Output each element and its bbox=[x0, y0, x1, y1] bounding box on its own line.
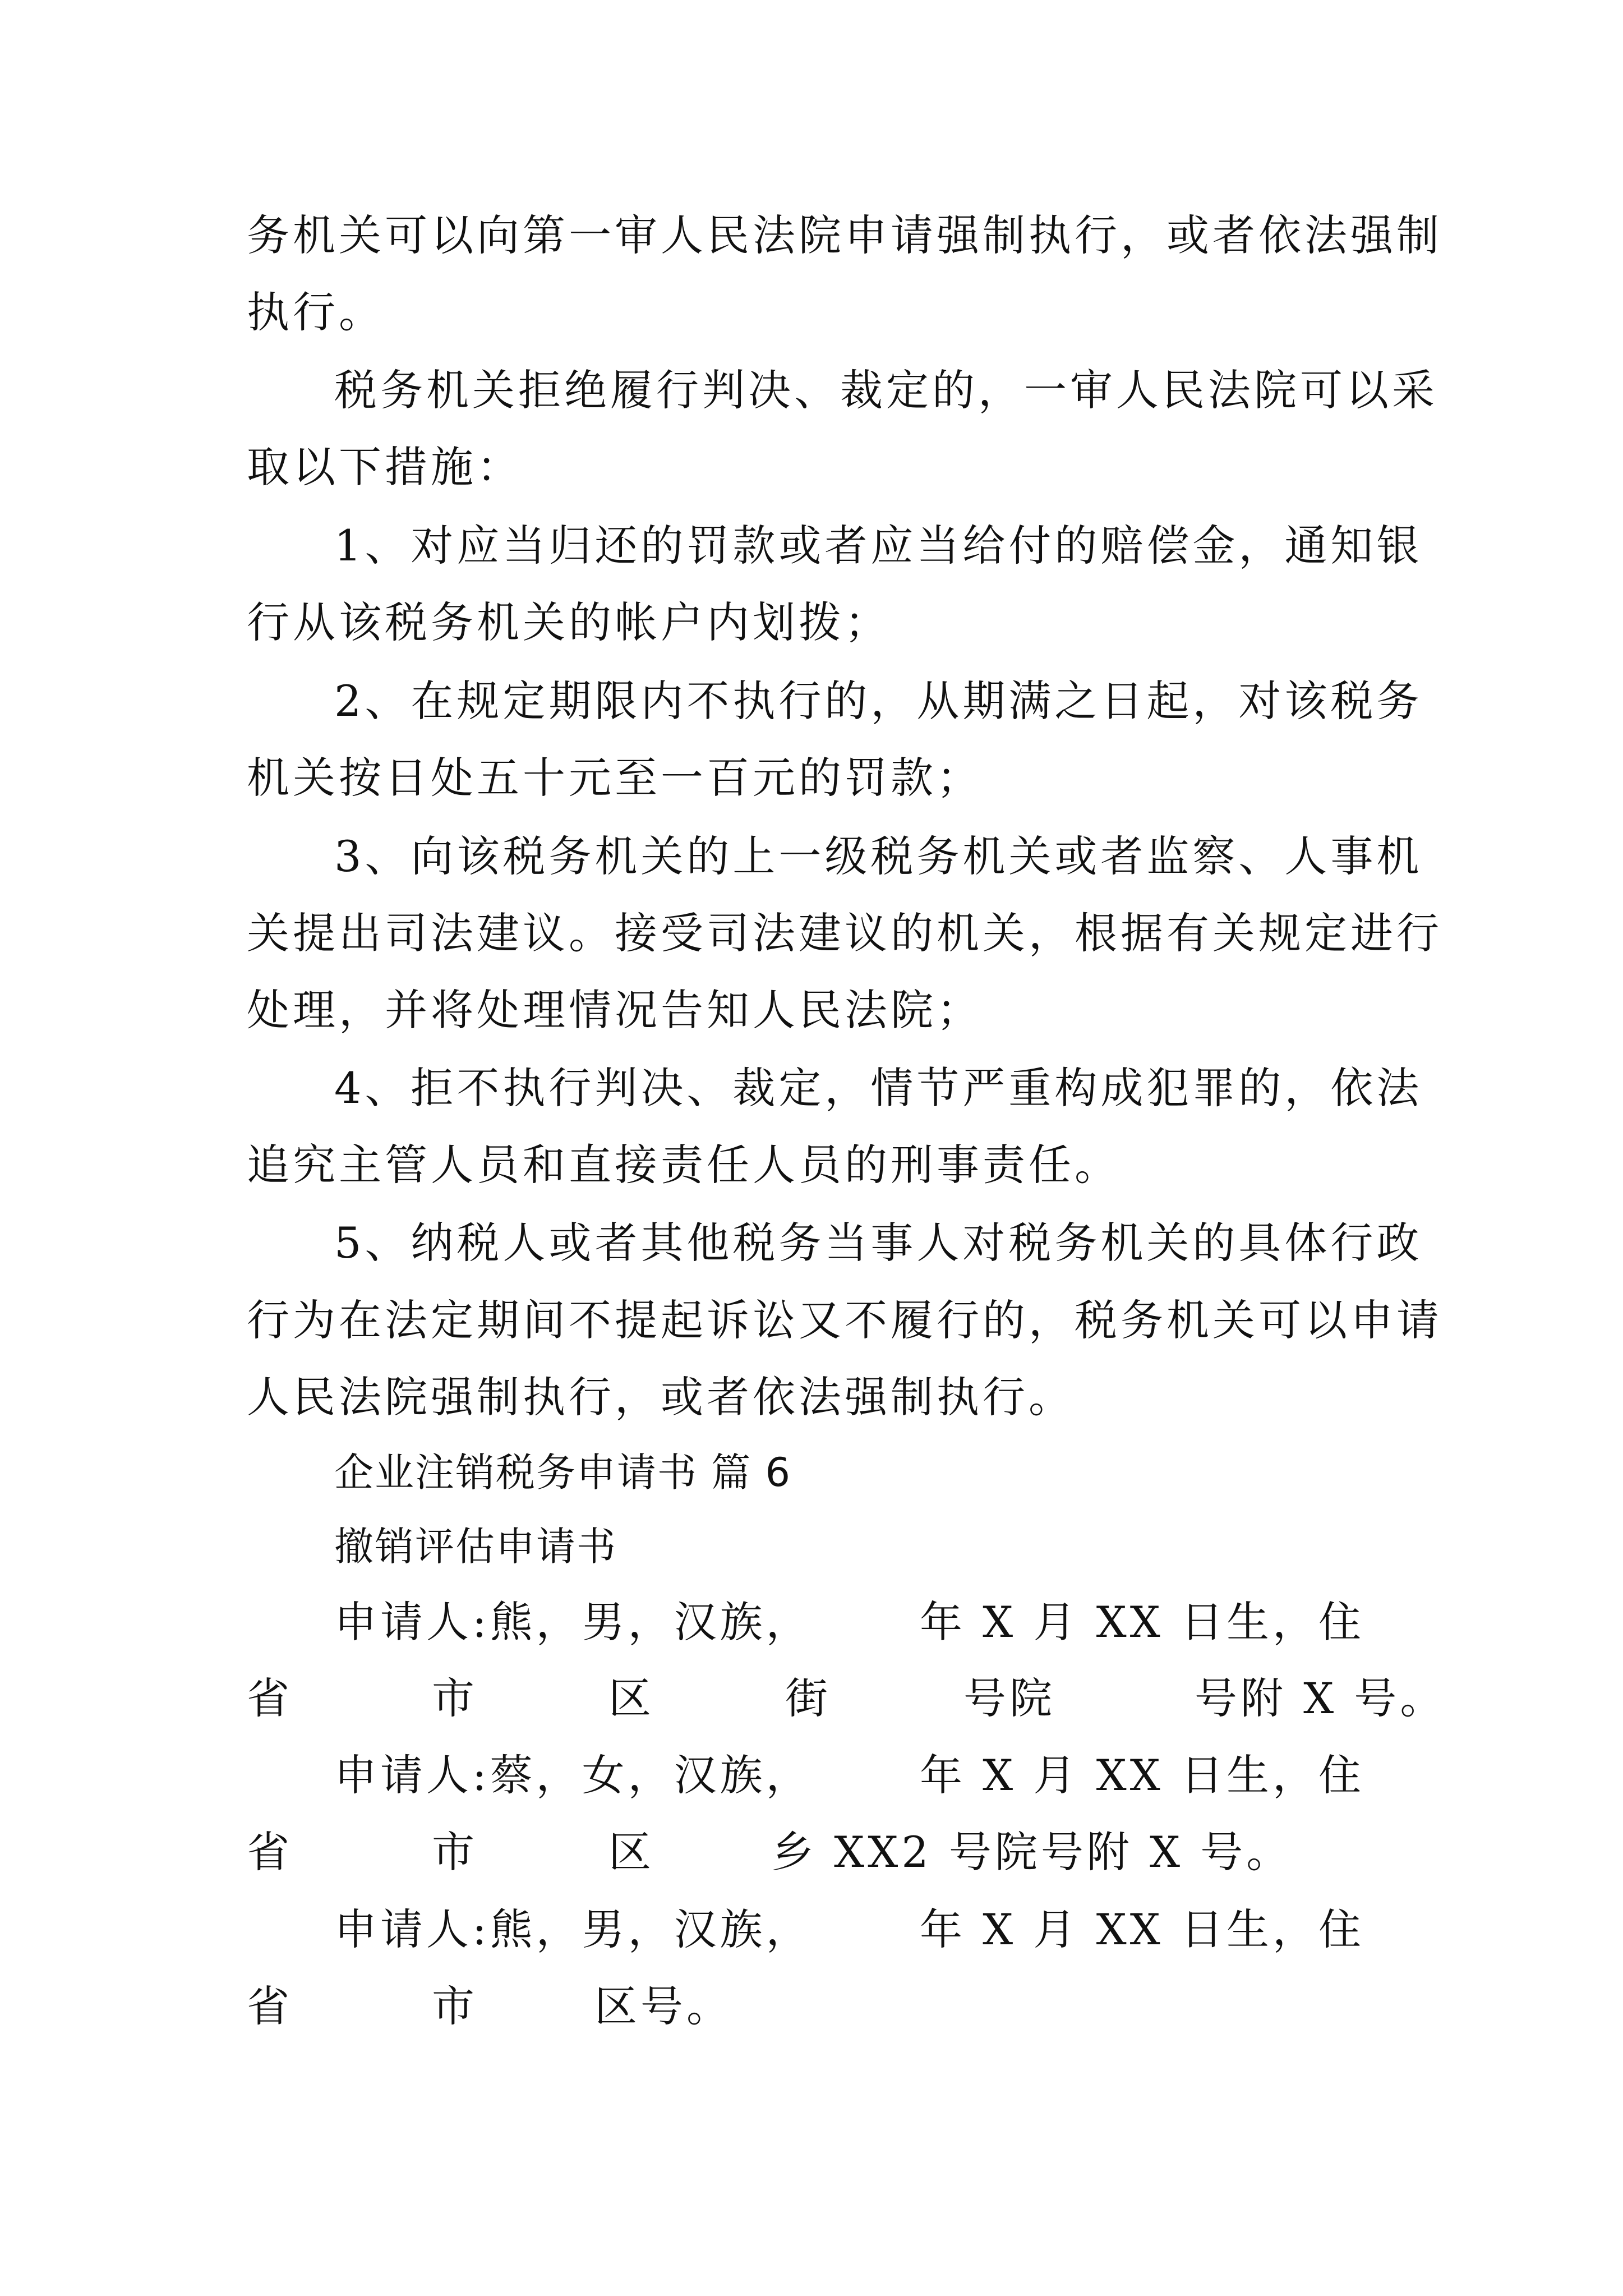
document-subtitle bbox=[0, 1507, 1623, 1586]
address-city: 市 bbox=[432, 1981, 478, 2031]
applicant-name: 申请人:熊，男，汉族， bbox=[334, 1904, 812, 1954]
address-number: 号附 X 号。 bbox=[1195, 1673, 1446, 1723]
applicant-name: 申请人:蔡，女，汉族， bbox=[334, 1750, 812, 1800]
text-line: 5、纳税人或者其他税务当事人对税务机关的具体行政 bbox=[334, 1218, 1423, 1268]
subtitle-text: 撤销评估申请书 bbox=[334, 1524, 617, 1570]
text-line: 追究主管人员和直接责任人员的刑事责任。 bbox=[247, 1140, 1121, 1190]
applicant-birth: 年 X 月 XX 日生，住 bbox=[920, 1597, 1364, 1647]
text-line: 4、拒不执行判决、裁定，情节严重构成犯罪的，依法 bbox=[334, 1063, 1423, 1113]
list-item-line bbox=[0, 1049, 1623, 1128]
list-item-line bbox=[0, 1204, 1623, 1282]
text-line: 取以下措施： bbox=[247, 442, 523, 492]
applicant-line bbox=[0, 1890, 1623, 1969]
applicant-line bbox=[0, 1736, 1623, 1815]
address-detail: 乡 XX2 号院号附 X 号。 bbox=[771, 1827, 1293, 1877]
text-line: 处理，并将处理情况告知人民法院； bbox=[247, 985, 983, 1035]
list-item-line bbox=[0, 739, 1623, 817]
text-line: 税务机关拒绝履行判决、裁定的，一审人民法院可以采 bbox=[334, 365, 1438, 415]
address-province: 省 bbox=[247, 1981, 293, 2031]
list-item-line bbox=[0, 662, 1623, 740]
text-line: 3、向该税务机关的上一级税务机关或者监察、人事机 bbox=[334, 831, 1423, 881]
applicant-name: 申请人:熊，男，汉族， bbox=[334, 1597, 812, 1647]
address-street: 街 bbox=[785, 1673, 831, 1723]
address-district: 区号。 bbox=[594, 1981, 732, 2031]
list-item-line bbox=[0, 1281, 1623, 1360]
list-item-line bbox=[0, 817, 1623, 896]
address-city: 市 bbox=[432, 1827, 478, 1877]
paragraph-line bbox=[0, 428, 1623, 507]
list-item-line bbox=[0, 507, 1623, 585]
text-line: 1、对应当归还的罚款或者应当给付的赔偿金，通知银 bbox=[334, 521, 1423, 570]
address-province: 省 bbox=[247, 1827, 293, 1877]
address-line bbox=[0, 1813, 1623, 1892]
applicant-line bbox=[0, 1583, 1623, 1662]
paragraph-line bbox=[0, 196, 1623, 275]
text-line: 执行。 bbox=[247, 287, 385, 337]
list-item-line bbox=[0, 1358, 1623, 1437]
list-item-line bbox=[0, 583, 1623, 662]
address-city: 市 bbox=[432, 1673, 478, 1723]
list-item-line bbox=[0, 971, 1623, 1050]
address-district: 区 bbox=[608, 1673, 654, 1723]
address-line bbox=[0, 1967, 1623, 2046]
applicant-birth: 年 X 月 XX 日生，住 bbox=[920, 1750, 1364, 1800]
paragraph-line bbox=[0, 273, 1623, 352]
address-province: 省 bbox=[247, 1673, 293, 1723]
text-line: 行从该税务机关的帐户内划拨； bbox=[247, 597, 891, 647]
text-line: 务机关可以向第一审人民法院申请强制执行，或者依法强制 bbox=[247, 210, 1442, 260]
address-yard: 号院 bbox=[963, 1673, 1055, 1723]
text-line: 人民法院强制执行，或者依法强制执行。 bbox=[247, 1372, 1075, 1422]
section-heading bbox=[0, 1433, 1623, 1512]
list-item-line bbox=[0, 894, 1623, 973]
section-title: 企业注销税务申请书 篇 6 bbox=[334, 1450, 792, 1496]
list-item-line bbox=[0, 1126, 1623, 1204]
address-district: 区 bbox=[608, 1827, 654, 1877]
text-line: 2、在规定期限内不执行的，从期满之日起，对该税务 bbox=[334, 676, 1423, 726]
paragraph-line bbox=[0, 351, 1623, 430]
text-line: 行为在法定期间不提起诉讼又不履行的，税务机关可以申请 bbox=[247, 1295, 1442, 1345]
applicant-birth: 年 X 月 XX 日生，住 bbox=[920, 1904, 1364, 1954]
address-line bbox=[0, 1659, 1623, 1738]
text-line: 机关按日处五十元至一百元的罚款； bbox=[247, 753, 983, 803]
text-line: 关提出司法建议。接受司法建议的机关，根据有关规定进行 bbox=[247, 908, 1442, 958]
